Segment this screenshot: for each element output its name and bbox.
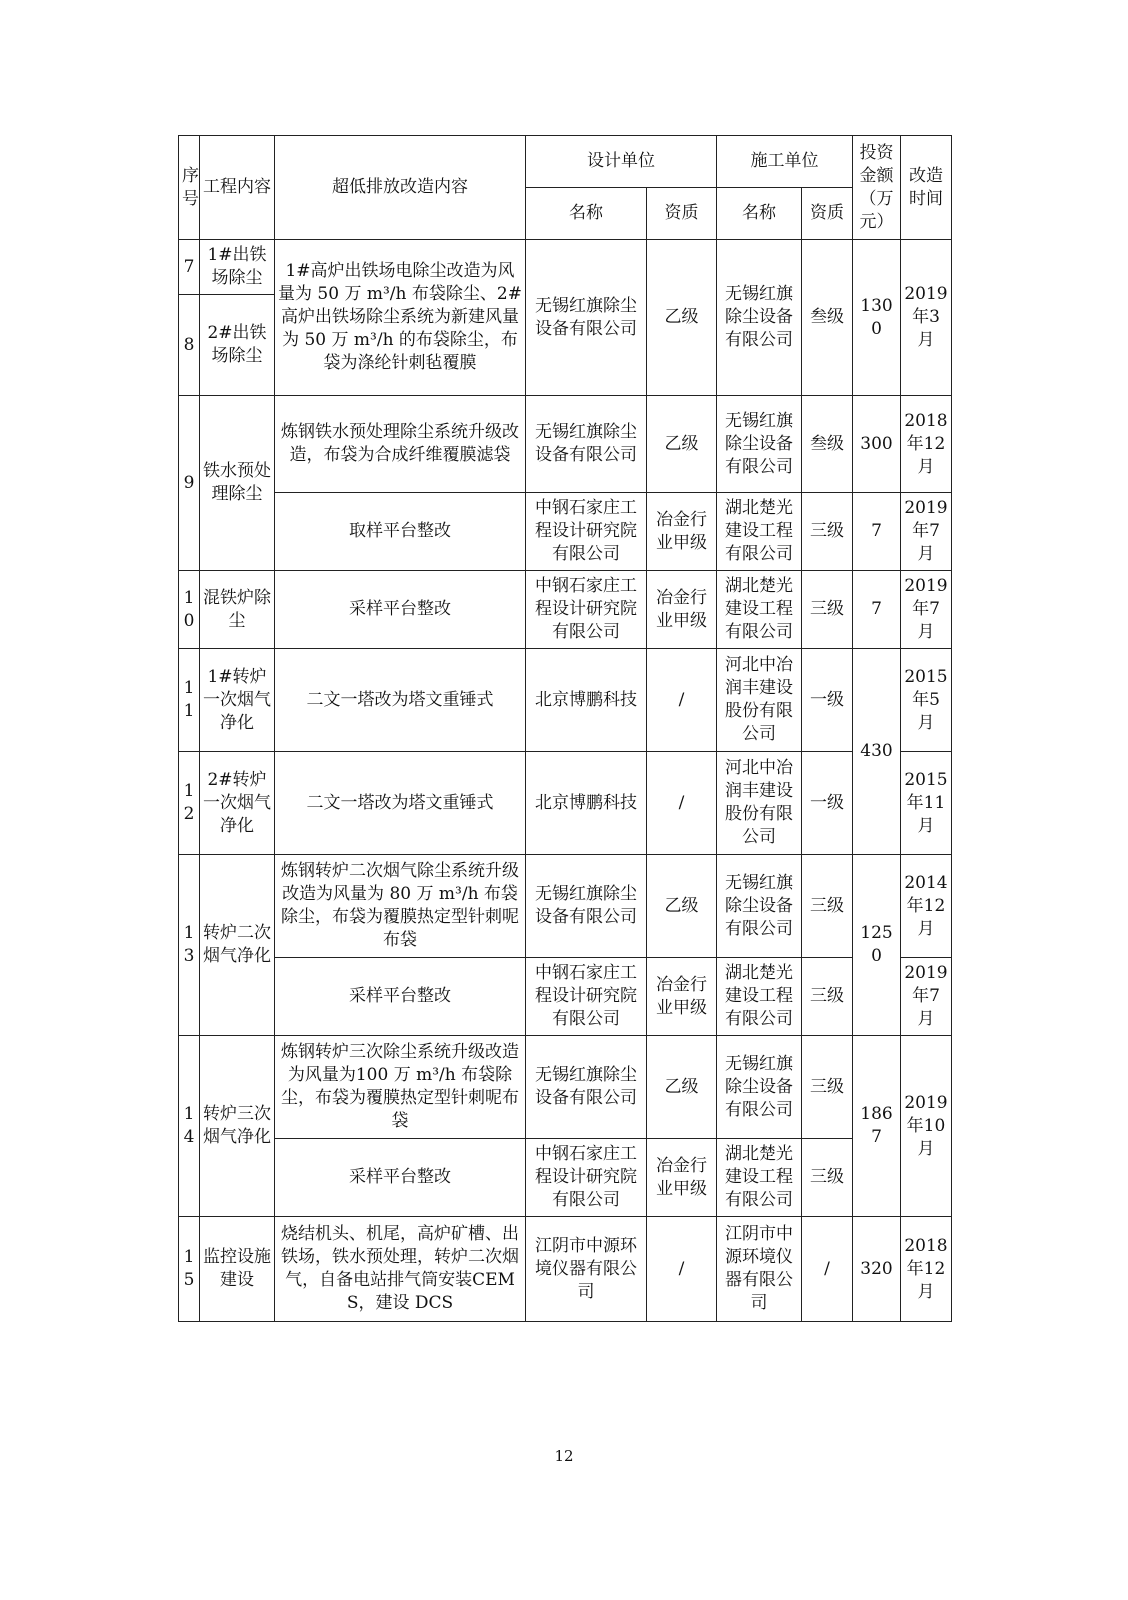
row-design-qualification: / <box>647 649 717 752</box>
row-time: 2019年7月 <box>901 493 952 571</box>
row-content: 炼钢转炉三次除尘系统升级改造为风量为100 万 m³/h 布袋除尘，布袋为覆膜热定型针刺呢布袋 <box>275 1036 526 1139</box>
row-time: 2018年12月 <box>901 396 952 493</box>
row-design-qualification: 冶金行业甲级 <box>647 493 717 571</box>
row-construction-name: 河北中冶润丰建设股份有限公司 <box>717 752 802 855</box>
row-investment: 1867 <box>853 1036 901 1217</box>
table-row <box>179 752 952 855</box>
table-row <box>179 240 952 295</box>
header-design-qualification: 资质 <box>647 188 717 240</box>
row-seq: 8 <box>179 295 200 396</box>
row-project: 1#转炉一次烟气净化 <box>200 649 275 752</box>
row-design-qualification: / <box>647 1217 717 1322</box>
row-construction-name: 湖北楚光建设工程有限公司 <box>717 493 802 571</box>
row-construction-name: 无锡红旗除尘设备有限公司 <box>717 396 802 493</box>
row-time: 2018年12月 <box>901 1217 952 1322</box>
row-construction-qualification: 三级 <box>802 855 853 958</box>
row-design-qualification: 冶金行业甲级 <box>647 1139 717 1217</box>
header-design-name: 名称 <box>526 188 647 240</box>
row-construction-qualification: 三级 <box>802 571 853 649</box>
row-time: 2019年7月 <box>901 958 952 1036</box>
header-content: 超低排放改造内容 <box>275 136 526 240</box>
row-content: 采样平台整改 <box>275 958 526 1036</box>
row-content: 炼钢铁水预处理除尘系统升级改造，布袋为合成纤维覆膜滤袋 <box>275 396 526 493</box>
row-construction-name: 无锡红旗除尘设备有限公司 <box>717 240 802 396</box>
row-design-qualification: 乙级 <box>647 396 717 493</box>
row-construction-qualification: 三级 <box>802 958 853 1036</box>
row-construction-qualification: 叁级 <box>802 240 853 396</box>
table-row <box>179 1036 952 1139</box>
row-construction-name: 无锡红旗除尘设备有限公司 <box>717 1036 802 1139</box>
row-investment: 7 <box>853 493 901 571</box>
table-row <box>179 493 952 571</box>
row-seq: 14 <box>179 1036 200 1217</box>
row-design-name: 无锡红旗除尘设备有限公司 <box>526 396 647 493</box>
row-construction-qualification: 一级 <box>802 752 853 855</box>
header-construction-qualification: 资质 <box>802 188 853 240</box>
row-construction-name: 河北中冶润丰建设股份有限公司 <box>717 649 802 752</box>
row-construction-name: 湖北楚光建设工程有限公司 <box>717 958 802 1036</box>
row-design-name: 中钢石家庄工程设计研究院有限公司 <box>526 571 647 649</box>
row-design-name: 北京博鹏科技 <box>526 649 647 752</box>
header-time: 改造时间 <box>901 136 952 240</box>
row-construction-qualification: / <box>802 1217 853 1322</box>
table-row <box>179 1217 952 1322</box>
row-project: 混铁炉除尘 <box>200 571 275 649</box>
row-seq: 10 <box>179 571 200 649</box>
header-seq: 序号 <box>179 136 200 240</box>
row-seq: 13 <box>179 855 200 1036</box>
row-construction-name: 无锡红旗除尘设备有限公司 <box>717 855 802 958</box>
row-project: 转炉二次烟气净化 <box>200 855 275 1036</box>
row-time: 2015年5月 <box>901 649 952 752</box>
row-construction-name: 湖北楚光建设工程有限公司 <box>717 1139 802 1217</box>
table-row <box>179 396 952 493</box>
row-time: 2019年7月 <box>901 571 952 649</box>
header-construction-unit: 施工单位 <box>717 136 853 188</box>
emission-retrofit-table <box>178 135 952 1322</box>
row-design-name: 无锡红旗除尘设备有限公司 <box>526 855 647 958</box>
row-seq: 12 <box>179 752 200 855</box>
row-seq: 15 <box>179 1217 200 1322</box>
row-design-name: 北京博鹏科技 <box>526 752 647 855</box>
row-investment: 430 <box>853 649 901 855</box>
row-design-qualification: 冶金行业甲级 <box>647 571 717 649</box>
row-design-qualification: 乙级 <box>647 240 717 396</box>
row-investment: 7 <box>853 571 901 649</box>
row-content: 采样平台整改 <box>275 1139 526 1217</box>
row-construction-name: 江阴市中源环境仪器有限公司 <box>717 1217 802 1322</box>
row-investment: 1300 <box>853 240 901 396</box>
row-construction-qualification: 三级 <box>802 1139 853 1217</box>
row-content: 取样平台整改 <box>275 493 526 571</box>
row-content: 1#高炉出铁场电除尘改造为风量为 50 万 m³/h 布袋除尘、2#高炉出铁场除尘系统为新建风量为 50 万 m³/h 的布袋除尘，布袋为涤纶针刺毡覆膜 <box>275 240 526 396</box>
row-construction-name: 湖北楚光建设工程有限公司 <box>717 571 802 649</box>
row-design-name: 中钢石家庄工程设计研究院有限公司 <box>526 1139 647 1217</box>
row-construction-qualification: 三级 <box>802 493 853 571</box>
table-row <box>179 649 952 752</box>
row-seq: 11 <box>179 649 200 752</box>
row-design-name: 无锡红旗除尘设备有限公司 <box>526 240 647 396</box>
table-row <box>179 958 952 1036</box>
table-row <box>179 571 952 649</box>
row-construction-qualification: 三级 <box>802 1036 853 1139</box>
row-design-name: 江阴市中源环境仪器有限公司 <box>526 1217 647 1322</box>
row-content: 烧结机头、机尾，高炉矿槽、出铁场，铁水预处理，转炉二次烟气，自备电站排气筒安装CEMS，建设 DCS <box>275 1217 526 1322</box>
row-design-qualification: 冶金行业甲级 <box>647 958 717 1036</box>
table-row <box>179 1139 952 1217</box>
row-time: 2019年3月 <box>901 240 952 396</box>
row-time: 2014年12月 <box>901 855 952 958</box>
row-design-name: 中钢石家庄工程设计研究院有限公司 <box>526 493 647 571</box>
header-design-unit: 设计单位 <box>526 136 717 188</box>
row-design-name: 中钢石家庄工程设计研究院有限公司 <box>526 958 647 1036</box>
row-design-qualification: 乙级 <box>647 855 717 958</box>
row-seq: 9 <box>179 396 200 571</box>
header-construction-name: 名称 <box>717 188 802 240</box>
row-content: 二文一塔改为塔文重锤式 <box>275 752 526 855</box>
row-project: 铁水预处理除尘 <box>200 396 275 571</box>
row-investment: 1250 <box>853 855 901 1036</box>
page-number: 12 <box>554 1447 574 1465</box>
row-project: 监控设施建设 <box>200 1217 275 1322</box>
table-row <box>179 855 952 958</box>
row-seq: 7 <box>179 240 200 295</box>
row-time: 2019年10月 <box>901 1036 952 1217</box>
row-content: 采样平台整改 <box>275 571 526 649</box>
row-content: 炼钢转炉二次烟气除尘系统升级改造为风量为 80 万 m³/h 布袋除尘，布袋为覆膜热定型针刺呢布袋 <box>275 855 526 958</box>
row-construction-qualification: 叁级 <box>802 396 853 493</box>
row-content: 二文一塔改为塔文重锤式 <box>275 649 526 752</box>
row-investment: 320 <box>853 1217 901 1322</box>
row-design-qualification: / <box>647 752 717 855</box>
row-design-qualification: 乙级 <box>647 1036 717 1139</box>
row-construction-qualification: 一级 <box>802 649 853 752</box>
row-time: 2015年11月 <box>901 752 952 855</box>
row-project: 2#转炉一次烟气净化 <box>200 752 275 855</box>
header-investment: 投资金额（万元） <box>853 136 901 240</box>
row-project: 转炉三次烟气净化 <box>200 1036 275 1217</box>
row-project: 1#出铁场除尘 <box>200 240 275 295</box>
row-design-name: 无锡红旗除尘设备有限公司 <box>526 1036 647 1139</box>
row-investment: 300 <box>853 396 901 493</box>
row-project: 2#出铁场除尘 <box>200 295 275 396</box>
header-project: 工程内容 <box>200 136 275 240</box>
